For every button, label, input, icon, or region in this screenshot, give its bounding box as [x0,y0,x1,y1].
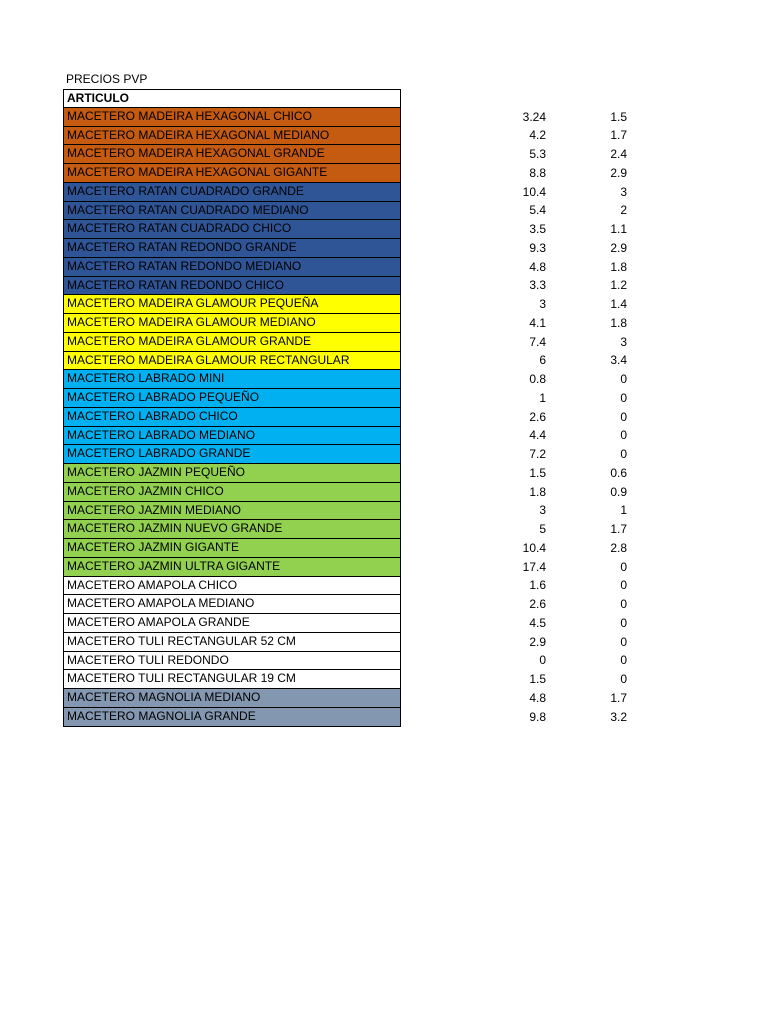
articulo-cell[interactable]: MACETERO MADEIRA GLAMOUR GRANDE [63,333,401,352]
price-value-1-cell[interactable]: 5.4 [529,203,546,218]
price-value-2-cell[interactable]: 0 [620,372,627,387]
price-value-2-cell[interactable]: 0.6 [610,465,627,480]
articulo-cell[interactable]: MACETERO LABRADO CHICO [63,408,401,427]
price-value-1-cell[interactable]: 4.8 [529,259,546,274]
price-value-2-cell[interactable]: 3.4 [610,353,627,368]
price-value-2-cell[interactable]: 0 [620,597,627,612]
price-value-2-cell[interactable]: 2.9 [610,165,627,180]
price-value-1-cell[interactable]: 7.2 [529,447,546,462]
price-value-1-cell[interactable]: 3.24 [522,109,546,124]
price-value-1-cell[interactable]: 0.8 [529,372,546,387]
table-row [63,277,663,296]
articulo-cell[interactable]: MACETERO MADEIRA HEXAGONAL CHICO [63,108,401,127]
table-row [63,164,663,183]
articulo-cell[interactable]: MACETERO LABRADO PEQUEÑO [63,389,401,408]
price-value-1-cell[interactable]: 3.3 [529,278,546,293]
articulo-cell[interactable]: MACETERO AMAPOLA MEDIANO [63,595,401,614]
price-value-1-cell[interactable]: 3.5 [529,222,546,237]
price-value-1-cell[interactable]: 1.8 [529,484,546,499]
price-value-1-cell[interactable]: 4.5 [529,615,546,630]
articulo-cell[interactable]: MACETERO AMAPOLA GRANDE [63,614,401,633]
price-value-2-cell[interactable]: 0 [620,634,627,649]
table-row [63,295,663,314]
articulo-cell[interactable]: MACETERO RATAN CUADRADO GRANDE [63,183,401,202]
price-value-1-cell[interactable]: 4.2 [529,128,546,143]
articulo-cell[interactable]: MACETERO MADEIRA HEXAGONAL GRANDE [63,145,401,164]
articulo-cell[interactable]: MACETERO MAGNOLIA GRANDE [63,708,401,727]
price-value-1-cell[interactable]: 4.1 [529,315,546,330]
price-value-2-cell[interactable]: 0 [620,409,627,424]
table-row [63,633,663,652]
articulo-cell[interactable]: MACETERO JAZMIN PEQUEÑO [63,464,401,483]
articulo-cell[interactable]: MACETERO MADEIRA GLAMOUR PEQUEÑA [63,295,401,314]
price-value-2-cell[interactable]: 0 [620,672,627,687]
table-row [63,202,663,221]
articulo-cell[interactable]: MACETERO MAGNOLIA MEDIANO [63,689,401,708]
table-row [63,708,663,727]
articulo-cell[interactable]: MACETERO RATAN REDONDO MEDIANO [63,258,401,277]
price-value-2-cell[interactable]: 0 [620,428,627,443]
table-row [63,427,663,446]
table-row [63,220,663,239]
price-value-2-cell[interactable]: 1.7 [610,128,627,143]
price-value-2-cell[interactable]: 0 [620,653,627,668]
table-row [63,670,663,689]
price-value-2-cell[interactable]: 1.4 [610,297,627,312]
table-row [63,558,663,577]
sheet-title: PRECIOS PVP [66,72,148,86]
articulo-cell[interactable]: MACETERO AMAPOLA CHICO [63,577,401,596]
price-value-1-cell[interactable]: 17.4 [522,559,546,574]
price-value-1-cell[interactable]: 6 [539,353,546,368]
articulo-cell[interactable]: MACETERO LABRADO GRANDE [63,445,401,464]
table-row [63,408,663,427]
price-value-2-cell[interactable]: 2.8 [610,540,627,555]
articulo-cell[interactable]: MACETERO TULI RECTANGULAR 52 CM [63,633,401,652]
price-value-1-cell[interactable]: 4.8 [529,690,546,705]
table-row [63,314,663,333]
table-row [63,614,663,633]
price-value-2-cell[interactable]: 2.9 [610,240,627,255]
table-row [63,258,663,277]
price-value-2-cell[interactable]: 1.7 [610,690,627,705]
articulo-cell[interactable]: MACETERO RATAN REDONDO CHICO [63,277,401,296]
articulo-cell[interactable]: MACETERO JAZMIN MEDIANO [63,502,401,521]
articulo-cell[interactable]: MACETERO TULI RECTANGULAR 19 CM [63,670,401,689]
price-value-1-cell[interactable]: 7.4 [529,334,546,349]
price-value-2-cell[interactable]: 0 [620,447,627,462]
price-value-1-cell[interactable]: 9.3 [529,240,546,255]
price-value-2-cell[interactable]: 2.4 [610,147,627,162]
price-value-2-cell[interactable]: 3 [620,334,627,349]
table-header-row [63,89,663,108]
table-row [63,127,663,146]
table-row [63,352,663,371]
price-value-2-cell[interactable]: 1.1 [610,222,627,237]
articulo-cell[interactable]: MACETERO MADEIRA HEXAGONAL MEDIANO [63,127,401,146]
price-value-1-cell[interactable]: 1 [539,390,546,405]
price-value-1-cell[interactable]: 2.9 [529,634,546,649]
table-row [63,389,663,408]
table-row [63,595,663,614]
price-value-1-cell[interactable]: 5.3 [529,147,546,162]
price-value-1-cell[interactable]: 4.4 [529,428,546,443]
price-value-2-cell[interactable]: 0.9 [610,484,627,499]
price-value-1-cell[interactable]: 1.5 [529,672,546,687]
price-value-2-cell[interactable]: 1 [620,503,627,518]
price-value-1-cell[interactable]: 10.4 [522,184,546,199]
articulo-cell[interactable]: MACETERO JAZMIN ULTRA GIGANTE [63,558,401,577]
table-row [63,652,663,671]
price-value-1-cell[interactable]: 5 [539,522,546,537]
price-value-2-cell[interactable]: 1.5 [610,109,627,124]
price-value-1-cell[interactable]: 2.6 [529,409,546,424]
price-value-1-cell[interactable]: 1.5 [529,465,546,480]
table-row [63,520,663,539]
price-value-1-cell[interactable]: 0 [539,653,546,668]
price-value-2-cell[interactable]: 1.8 [610,315,627,330]
price-value-1-cell[interactable]: 9.8 [529,709,546,724]
price-value-2-cell[interactable]: 1.2 [610,278,627,293]
price-value-1-cell[interactable]: 3 [539,297,546,312]
price-value-1-cell[interactable]: 3 [539,503,546,518]
price-value-2-cell[interactable]: 2 [620,203,627,218]
price-value-2-cell[interactable]: 3 [620,184,627,199]
price-value-2-cell[interactable]: 0 [620,578,627,593]
table-row [63,577,663,596]
articulo-cell[interactable]: MACETERO RATAN REDONDO GRANDE [63,239,401,258]
price-value-2-cell[interactable]: 0 [620,559,627,574]
table-row [63,370,663,389]
articulo-cell[interactable]: MACETERO MADEIRA GLAMOUR RECTANGULAR [63,352,401,371]
price-table [63,89,663,727]
header-articulo-cell[interactable]: ARTICULO [63,89,401,108]
price-value-1-cell[interactable]: 2.6 [529,597,546,612]
table-row [63,239,663,258]
table-row [63,483,663,502]
articulo-cell[interactable]: MACETERO LABRADO MINI [63,370,401,389]
table-row [63,445,663,464]
articulo-cell[interactable]: MACETERO MADEIRA HEXAGONAL GIGANTE [63,164,401,183]
articulo-cell[interactable]: MACETERO RATAN CUADRADO MEDIANO [63,202,401,221]
articulo-cell[interactable]: MACETERO MADEIRA GLAMOUR MEDIANO [63,314,401,333]
price-value-1-cell[interactable]: 8.8 [529,165,546,180]
articulo-cell[interactable]: MACETERO RATAN CUADRADO CHICO [63,220,401,239]
price-value-1-cell[interactable]: 1.6 [529,578,546,593]
table-row [63,464,663,483]
table-row [63,502,663,521]
table-row [63,333,663,352]
articulo-cell[interactable]: MACETERO JAZMIN GIGANTE [63,539,401,558]
articulo-cell[interactable]: MACETERO TULI REDONDO [63,652,401,671]
price-value-2-cell[interactable]: 3.2 [610,709,627,724]
price-value-2-cell[interactable]: 1.7 [610,522,627,537]
table-row [63,689,663,708]
table-row [63,183,663,202]
table-row [63,108,663,127]
articulo-cell[interactable]: MACETERO JAZMIN NUEVO GRANDE [63,520,401,539]
price-value-1-cell[interactable]: 10.4 [522,540,546,555]
table-row [63,539,663,558]
table-row [63,145,663,164]
articulo-cell[interactable]: MACETERO LABRADO MEDIANO [63,427,401,446]
price-value-2-cell[interactable]: 0 [620,615,627,630]
price-value-2-cell[interactable]: 1.8 [610,259,627,274]
price-value-2-cell[interactable]: 0 [620,390,627,405]
articulo-cell[interactable]: MACETERO JAZMIN CHICO [63,483,401,502]
